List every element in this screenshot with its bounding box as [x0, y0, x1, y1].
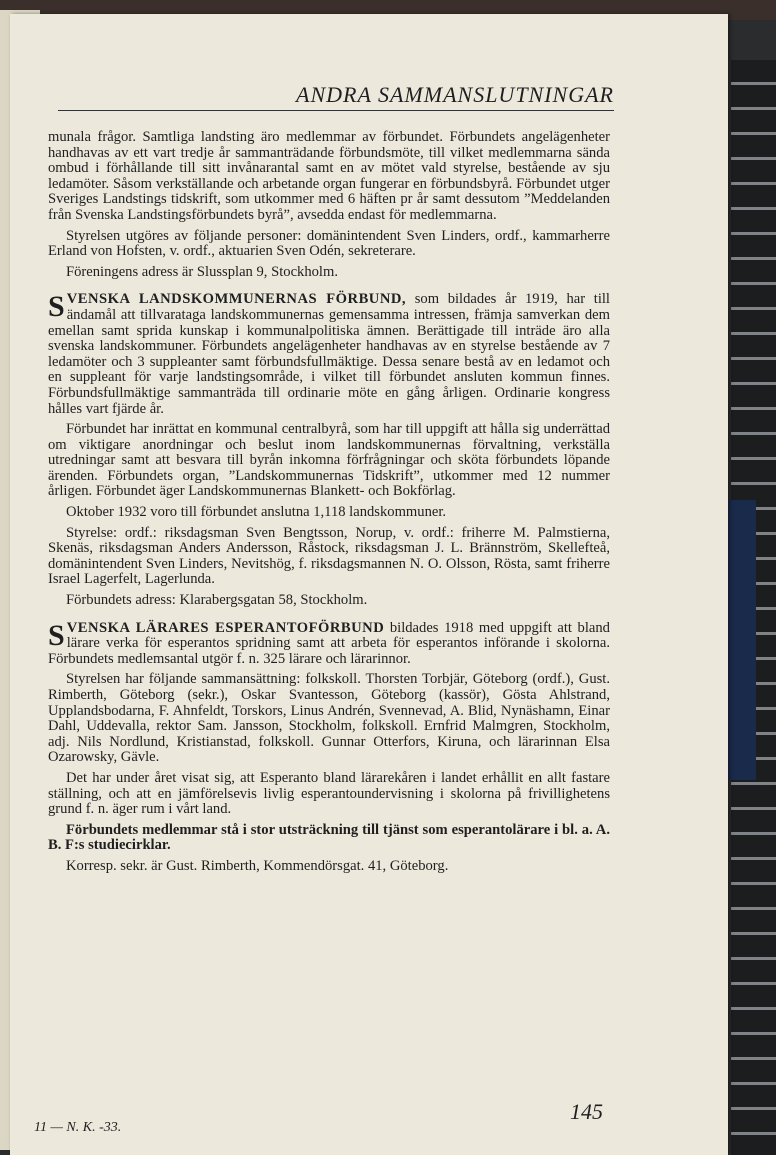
running-header: ANDRA SAMMANSLUTNINGAR [58, 82, 614, 111]
paragraph: Styrelse: ordf.: riksdagsman Sven Bengtsson, Norup, v. ordf.: friherre M. Palmstierna, Skenäs, riksdagsman Anders Andersson, Råstock, riksdagsman J. L. Brännström, Skellefteå, domänintendent Sven Linders, Nevitshög, f. riksdagsmannen N. O. Olsson, Rösta, samt friherre Israel Lagerfelt, Lagerlunda. [48, 524, 610, 588]
paragraph: Föreningens adress är Slussplan 9, Stockholm. [66, 263, 338, 280]
paragraph: Förbundet har inrättat en kommunal centralbyrå, som har till uppgift att hålla sig underrättad om viktigare anordningar och beslut inom landskommunernas förvaltning, verkställa utredningar samt att besvara till byrån inkomna förfrågningar och sköta förbundets löpande ärenden. Förbundets organ, ”Landskommunernas Tidskrift”, utkommer med 12 nummer årligen. Förbundet äger Landskommunernas Blankett- och Bokförlag. [48, 421, 610, 500]
section-text: som bildades år 1919, har till ändamål att tillvarataga landskommunernas gemensamma intressen, främja samverkan dem emellan samt sprida kunskap i kommunalpolitiska ämnen. Berättigade till inträde äro alla svenska landskommuner. Förbundets angelägenheter handhavas av en styrelse bestående av 7 ledamöter och 3 suppleanter samt förbundsfullmäktige. Dessa senare bestå av en ledamot och en suppleant för varje landstingsområde, i vilket till förbundet ansluten kommun finnes. Förbundsfullmäktige sammanträda till ordinarie möte en gång årligen. Ordinarie kongress hålles vart fjärde år. [48, 291, 610, 417]
background-tab [726, 500, 756, 780]
paragraph: Oktober 1932 voro till förbundet anslutna 1,118 landskommuner. [66, 504, 447, 521]
section-esperantoforbund [48, 618, 610, 668]
section-title: VENSKA LÄRARES ESPERANTOFÖRBUND [66, 619, 385, 636]
paragraph: Styrelsen har följande sammansättning: folkskoll. Thorsten Torbjär, Göteborg (ordf.), Gust. Rimberth, Göteborg (sekr.), Oskar Svantesson, Göteborg (kassör), Gösta Ahlstrand, Upplandsbodarna, F. Ahnfeldt, Torskors, Linus Andrén, Svennevad, A. Blid, Nynäshamn, Einar Dahl, Uddevalla, rektor Sam. Jansson, Stockholm, folkskoll. Ernfrid Malmgren, Stockholm, adj. Nils Nordlund, Kristianstad, folkskoll. Gunnar Otterfors, Kiruna, och lärarinnan Elsa Ozarowsky, Gävle. [48, 671, 610, 766]
printer-signature: 11 — N. K. -33. [34, 1120, 122, 1135]
book-page [10, 14, 728, 1155]
section-text: bildades 1918 med uppgift att bland lärare verka för esperantos spridning samt att arbeta för esperantos införande i skolorna. Förbundets medlemsantal utgör f. n. 325 lärare och lärarinnor. [48, 619, 610, 667]
section-landskommunernas [48, 292, 610, 417]
paragraph: Förbundets adress: Klarabergsgatan 58, Stockholm. [66, 592, 368, 609]
paragraph: munala frågor. Samtliga landsting äro medlemmar av förbundet. Förbundets angelägenheter handhavas av ett vart tredje år sammanträdande förbundsmöte, till vilket medlemmarna sända ombud i förhållande till sitt invånarantal samt en av mötet vald styrelse, bestående av sju ledamöter. Såsom verkställande och arbetande organ fungerar en förbundsbyrå. Förbundet utger Sveriges Landstings tidskrift, som utkommer med 6 häften pr år samt dessutom ”Meddelanden från Svenska Landstingsförbundets byrå”, avsedda endast för medlemmarna. [48, 129, 610, 223]
paragraph: Förbundets medlemmar stå i stor utsträckning till tjänst som esperantolärare i bl. a. A. B. F:s studiecirklar. [48, 821, 610, 854]
drop-cap: S [48, 618, 65, 652]
page-body [48, 130, 610, 880]
drop-cap: S [48, 290, 65, 324]
paragraph: Styrelsen utgöres av följande personer: domänintendent Sven Linders, ordf., kammarherre Erland von Hofsten, v. ordf., aktuarien Sven Odén, sekreterare. [48, 227, 610, 260]
page-number: 145 [570, 1099, 603, 1124]
paragraph: Det har under året visat sig, att Esperanto bland lärarekåren i landet erhållit en allt fastare ställning, och att en jämförelsevis livlig esperantoundervisning i skolorna på frivillighetens grund f. n. äger rum i vårt land. [48, 769, 610, 818]
paragraph: Korresp. sekr. är Gust. Rimberth, Kommendörsgat. 41, Göteborg. [66, 857, 449, 874]
section-title: VENSKA LANDSKOMMUNERNAS FÖRBUND, [66, 291, 407, 308]
